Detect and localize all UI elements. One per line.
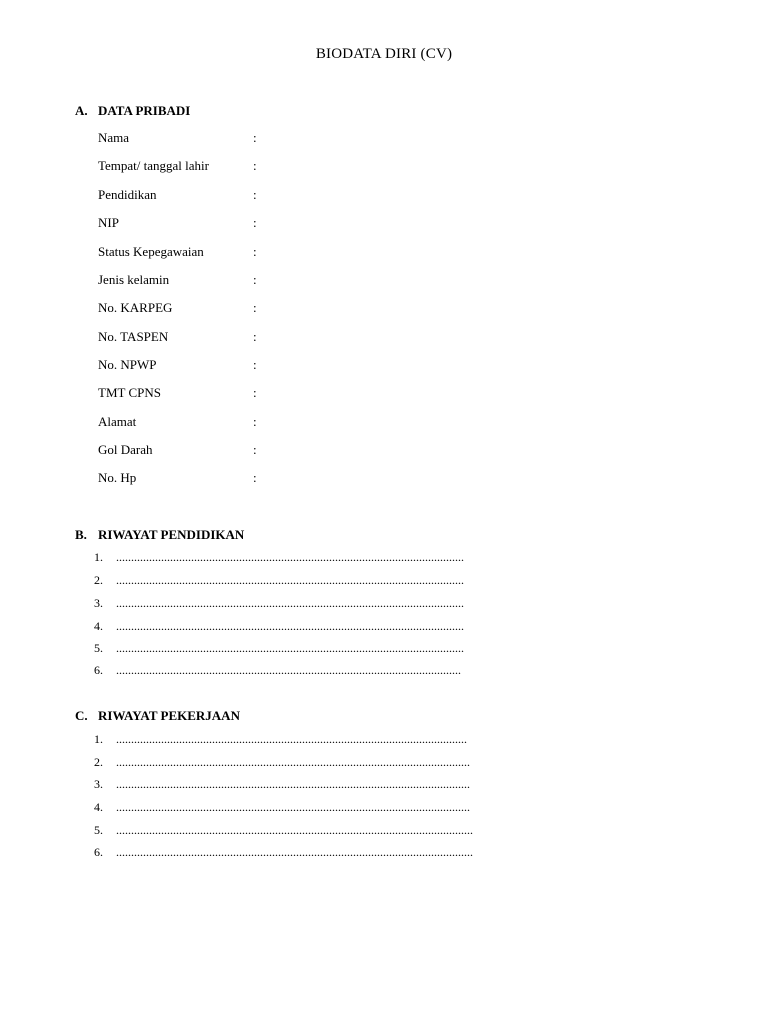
section-c-letter: C. [75,708,88,723]
field-row-no-taspen [98,329,598,347]
list-dotted-line: .................................................................................................................... [116,641,464,655]
field-colon: : [253,130,257,145]
list-number: 3. [94,777,103,791]
field-label: No. NPWP [98,357,157,372]
list-number: 2. [94,755,103,769]
list-dotted-line: ..................................................................................................................... [116,732,467,746]
field-label: No. Hp [98,470,137,485]
list-dotted-line: ...................................................................................................................... [116,777,470,791]
field-row-no-npwp [98,357,598,375]
field-colon: : [253,272,257,287]
field-colon: : [253,300,257,315]
field-row-no-karpeg [98,300,598,318]
field-label: Tempat/ tanggal lahir [98,158,209,173]
list-dotted-line: ................................................................................................................... [116,663,461,677]
field-row-nama [98,130,598,148]
list-dotted-line: .................................................................................................................... [116,550,464,564]
list-dotted-line: .................................................................................................................... [116,573,464,587]
field-colon: : [253,158,257,173]
field-row-gol-darah [98,442,598,460]
section-c-title: RIWAYAT PEKERJAAN [98,708,240,723]
field-row-no-hp [98,470,598,488]
field-colon: : [253,414,257,429]
section-b-title: RIWAYAT PENDIDIKAN [98,527,245,542]
list-dotted-line: ...................................................................................................................... [116,755,470,769]
list-number: 3. [94,596,103,610]
field-row-tempat-tanggal-lahir [98,158,598,176]
field-colon: : [253,385,257,400]
field-row-status-kepegawaian [98,244,598,262]
section-b-letter: B. [75,527,87,542]
list-number: 5. [94,641,103,655]
list-number: 6. [94,663,103,677]
section-a-heading [75,103,190,119]
list-dotted-line: ...................................................................................................................... [116,800,470,814]
page-title: BIODATA DIRI (CV) [315,46,453,62]
field-label: Pendidikan [98,187,157,202]
field-colon: : [253,442,257,457]
field-label: NIP [98,215,119,230]
list-number: 1. [94,550,103,564]
field-label: Alamat [98,414,137,429]
field-label: No. TASPEN [98,329,169,344]
field-colon: : [253,470,257,485]
field-label: Gol Darah [98,442,153,457]
section-a-title: DATA PRIBADI [98,103,191,118]
field-row-pendidikan [98,187,598,205]
list-number: 2. [94,573,103,587]
field-label: No. KARPEG [98,300,173,315]
field-row-tmt-cpns [98,385,598,403]
field-label: TMT CPNS [98,385,161,400]
field-colon: : [253,329,257,344]
field-row-jenis-kelamin [98,272,598,290]
field-label: Status Kepegawaian [98,244,204,259]
list-number: 6. [94,845,103,859]
section-b-heading [75,527,244,543]
list-dotted-line: ....................................................................................................................... [116,823,473,837]
list-number: 4. [94,800,103,814]
list-number: 5. [94,823,103,837]
list-dotted-line: .................................................................................................................... [116,596,464,610]
field-row-alamat [98,414,598,432]
list-dotted-line: .................................................................................................................... [116,619,464,633]
list-number: 1. [94,732,103,746]
list-number: 4. [94,619,103,633]
field-colon: : [253,357,257,372]
list-dotted-line: ....................................................................................................................... [116,845,473,859]
field-colon: : [253,244,257,259]
section-a-letter: A. [75,103,88,118]
field-label: Jenis kelamin [98,272,170,287]
section-c-heading [75,708,240,724]
field-label: Nama [98,130,130,145]
field-colon: : [253,187,257,202]
field-row-nip [98,215,598,233]
field-colon: : [253,215,257,230]
